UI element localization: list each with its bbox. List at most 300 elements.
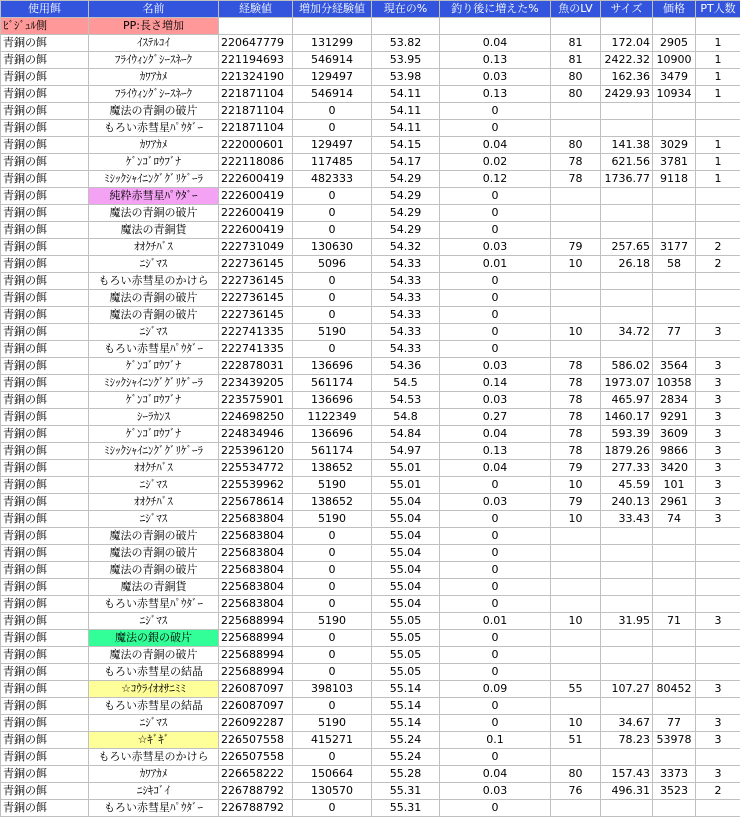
cell-exp-gain[interactable]: 482333 (293, 171, 372, 188)
cell-fish-lv[interactable]: 78 (551, 171, 601, 188)
cell-price[interactable]: 3029 (653, 137, 696, 154)
cell-party-size[interactable]: 3 (696, 681, 740, 698)
cell-name[interactable]: ｹﾞﾝｺﾞﾛｳﾌﾞﾅ (89, 392, 219, 409)
cell-size[interactable] (601, 562, 653, 579)
cell-current-pct[interactable]: 53.82 (372, 35, 440, 52)
cell-party-size[interactable] (696, 188, 740, 205)
cell-name[interactable]: ｶﾜｱｶﾒ (89, 137, 219, 154)
cell-current-pct[interactable]: 55.31 (372, 783, 440, 800)
cell-party-size[interactable]: 3 (696, 715, 740, 732)
cell-exp-gain[interactable]: 546914 (293, 52, 372, 69)
cell-name[interactable]: 純粋赤彗星ﾊﾟｳﾀﾞｰ (89, 188, 219, 205)
cell-size[interactable]: 78.23 (601, 732, 653, 749)
cell-exp-gain[interactable]: 136696 (293, 392, 372, 409)
cell-name[interactable]: ﾌﾗｲｳｨﾝｸﾞｼｰｽﾈｰｸ (89, 86, 219, 103)
cell-pct-gain[interactable]: 0 (440, 273, 551, 290)
cell-bait[interactable]: 青銅の餌 (1, 35, 89, 52)
cell-name[interactable]: 魔法の青銅の破片 (89, 528, 219, 545)
cell-name[interactable]: ﾐｼｯｸｼｬｲﾆﾝｸﾞｸﾞﾘｹﾞｰﾗ (89, 375, 219, 392)
cell-fish-lv[interactable] (551, 647, 601, 664)
cell-fish-lv[interactable] (551, 562, 601, 579)
cell-name[interactable]: 魔法の青銅貨 (89, 579, 219, 596)
cell-party-size[interactable]: 3 (696, 460, 740, 477)
cell-fish-lv[interactable]: 79 (551, 239, 601, 256)
cell-pct-gain[interactable]: 0 (440, 528, 551, 545)
cell-exp[interactable]: 225683804 (219, 528, 293, 545)
cell-pct-gain[interactable]: 0.01 (440, 256, 551, 273)
cell-exp-gain[interactable]: 561174 (293, 375, 372, 392)
cell-current-pct[interactable]: 55.04 (372, 545, 440, 562)
cell-exp-gain[interactable]: 131299 (293, 35, 372, 52)
cell-current-pct[interactable]: 55.14 (372, 698, 440, 715)
cell-name[interactable]: もろい赤彗星ﾊﾟｳﾀﾞｰ (89, 596, 219, 613)
cell-name[interactable]: 魔法の青銅の破片 (89, 647, 219, 664)
cell-size[interactable]: 172.04 (601, 35, 653, 52)
cell-current-pct[interactable]: 53.95 (372, 52, 440, 69)
cell-exp-gain[interactable]: 0 (293, 188, 372, 205)
cell-exp[interactable]: 222736145 (219, 256, 293, 273)
cell-party-size[interactable] (696, 205, 740, 222)
cell-exp[interactable]: 225683804 (219, 579, 293, 596)
cell-party-size[interactable] (696, 647, 740, 664)
cell-current-pct[interactable]: 54.53 (372, 392, 440, 409)
cell-size[interactable] (601, 579, 653, 596)
cell-party-size[interactable]: 2 (696, 256, 740, 273)
cell-pct-gain[interactable]: 0 (440, 698, 551, 715)
cell-bait[interactable]: 青銅の餌 (1, 426, 89, 443)
cell-exp[interactable]: 225396120 (219, 443, 293, 460)
cell-price[interactable]: 58 (653, 256, 696, 273)
cell-current-pct[interactable]: 54.15 (372, 137, 440, 154)
cell-price[interactable]: 3523 (653, 783, 696, 800)
cell-exp[interactable]: 224834946 (219, 426, 293, 443)
cell-fish-lv[interactable]: 78 (551, 443, 601, 460)
cell-pct-gain[interactable]: 0.1 (440, 732, 551, 749)
cell-price[interactable] (653, 596, 696, 613)
cell-price[interactable] (653, 103, 696, 120)
cell-bait[interactable]: 青銅の餌 (1, 460, 89, 477)
cell-name[interactable]: もろい赤彗星のかけら (89, 273, 219, 290)
cell-price[interactable]: 9291 (653, 409, 696, 426)
cell-fish-lv[interactable]: 80 (551, 137, 601, 154)
cell-exp-gain[interactable]: 0 (293, 528, 372, 545)
cell-pct-gain[interactable]: 0 (440, 562, 551, 579)
cell-price[interactable] (653, 630, 696, 647)
cell-name[interactable]: 魔法の銀の破片 (89, 630, 219, 647)
cell-exp[interactable]: 224698250 (219, 409, 293, 426)
cell-price[interactable]: 10358 (653, 375, 696, 392)
cell-bait[interactable]: 青銅の餌 (1, 239, 89, 256)
cell-party-size[interactable]: 3 (696, 477, 740, 494)
header-bait[interactable]: 使用餌 (1, 1, 89, 18)
cell-exp[interactable]: 226092287 (219, 715, 293, 732)
cell-bait[interactable]: 青銅の餌 (1, 732, 89, 749)
cell-size[interactable]: 34.72 (601, 324, 653, 341)
cell-exp[interactable]: 223575901 (219, 392, 293, 409)
cell-bait[interactable]: 青銅の餌 (1, 171, 89, 188)
cell-exp[interactable]: 225688994 (219, 630, 293, 647)
cell-current-pct[interactable]: 55.24 (372, 732, 440, 749)
cell-price[interactable] (653, 18, 696, 35)
cell-size[interactable] (601, 664, 653, 681)
cell-size[interactable]: 277.33 (601, 460, 653, 477)
cell-fish-lv[interactable]: 10 (551, 511, 601, 528)
cell-price[interactable]: 77 (653, 324, 696, 341)
cell-bait[interactable]: 青銅の餌 (1, 596, 89, 613)
cell-bait[interactable]: 青銅の餌 (1, 647, 89, 664)
cell-party-size[interactable] (696, 341, 740, 358)
cell-fish-lv[interactable]: 10 (551, 256, 601, 273)
cell-exp-gain[interactable]: 398103 (293, 681, 372, 698)
cell-size[interactable]: 141.38 (601, 137, 653, 154)
cell-party-size[interactable] (696, 528, 740, 545)
cell-exp-gain[interactable]: 117485 (293, 154, 372, 171)
cell-pct-gain[interactable]: 0.01 (440, 613, 551, 630)
cell-current-pct[interactable]: 55.04 (372, 494, 440, 511)
cell-current-pct[interactable]: 55.28 (372, 766, 440, 783)
cell-price[interactable] (653, 205, 696, 222)
cell-name[interactable]: 魔法の青銅貨 (89, 222, 219, 239)
cell-price[interactable]: 77 (653, 715, 696, 732)
cell-bait[interactable]: 青銅の餌 (1, 375, 89, 392)
cell-exp[interactable]: 221324190 (219, 69, 293, 86)
cell-current-pct[interactable]: 55.05 (372, 613, 440, 630)
cell-exp[interactable]: 223439205 (219, 375, 293, 392)
cell-party-size[interactable]: 3 (696, 613, 740, 630)
cell-fish-lv[interactable]: 79 (551, 460, 601, 477)
cell-exp-gain[interactable]: 0 (293, 596, 372, 613)
cell-pct-gain[interactable]: 0 (440, 222, 551, 239)
cell-current-pct[interactable]: 55.05 (372, 647, 440, 664)
cell-name[interactable]: もろい赤彗星ﾊﾟｳﾀﾞｰ (89, 800, 219, 817)
cell-exp[interactable]: 225683804 (219, 511, 293, 528)
cell-exp[interactable]: 222731049 (219, 239, 293, 256)
cell-exp-gain[interactable]: 5190 (293, 324, 372, 341)
cell-size[interactable] (601, 528, 653, 545)
cell-size[interactable] (601, 18, 653, 35)
cell-current-pct[interactable]: 55.04 (372, 511, 440, 528)
header-exp-gain[interactable]: 増加分経験値 (293, 1, 372, 18)
cell-pct-gain[interactable]: 0.13 (440, 86, 551, 103)
cell-bait[interactable]: ﾋﾞｼﾞｭﾙ側 (1, 18, 89, 35)
cell-bait[interactable]: 青銅の餌 (1, 290, 89, 307)
cell-bait[interactable]: 青銅の餌 (1, 86, 89, 103)
cell-party-size[interactable]: 3 (696, 766, 740, 783)
cell-exp[interactable]: 225678614 (219, 494, 293, 511)
cell-price[interactable] (653, 222, 696, 239)
cell-name[interactable]: ｼｰﾗｶﾝｽ (89, 409, 219, 426)
cell-size[interactable]: 45.59 (601, 477, 653, 494)
cell-current-pct[interactable]: 54.29 (372, 188, 440, 205)
cell-exp[interactable]: 222736145 (219, 273, 293, 290)
cell-size[interactable] (601, 273, 653, 290)
cell-price[interactable]: 10900 (653, 52, 696, 69)
cell-current-pct[interactable]: 55.04 (372, 596, 440, 613)
cell-party-size[interactable] (696, 800, 740, 817)
cell-current-pct[interactable]: 55.14 (372, 681, 440, 698)
cell-pct-gain[interactable]: 0.03 (440, 358, 551, 375)
cell-current-pct[interactable]: 54.11 (372, 120, 440, 137)
cell-pct-gain[interactable]: 0 (440, 290, 551, 307)
cell-name[interactable]: もろい赤彗星の結晶 (89, 698, 219, 715)
cell-fish-lv[interactable]: 80 (551, 86, 601, 103)
cell-exp[interactable]: 222118086 (219, 154, 293, 171)
cell-bait[interactable]: 青銅の餌 (1, 358, 89, 375)
cell-fish-lv[interactable] (551, 596, 601, 613)
cell-size[interactable]: 1736.77 (601, 171, 653, 188)
cell-party-size[interactable] (696, 664, 740, 681)
cell-price[interactable] (653, 528, 696, 545)
cell-exp-gain[interactable]: 0 (293, 103, 372, 120)
cell-price[interactable] (653, 341, 696, 358)
cell-name[interactable]: ☆ｺｳﾗｲｵｵｻﾆﾐﾐ (89, 681, 219, 698)
cell-exp-gain[interactable]: 138652 (293, 494, 372, 511)
cell-exp[interactable]: 222600419 (219, 222, 293, 239)
cell-exp[interactable] (219, 18, 293, 35)
cell-pct-gain[interactable]: 0 (440, 664, 551, 681)
cell-current-pct[interactable]: 54.17 (372, 154, 440, 171)
cell-price[interactable]: 3781 (653, 154, 696, 171)
cell-party-size[interactable]: 1 (696, 171, 740, 188)
header-exp[interactable]: 経験値 (219, 1, 293, 18)
cell-price[interactable]: 3420 (653, 460, 696, 477)
cell-current-pct[interactable]: 54.5 (372, 375, 440, 392)
cell-exp-gain[interactable]: 129497 (293, 137, 372, 154)
cell-fish-lv[interactable]: 10 (551, 715, 601, 732)
cell-bait[interactable]: 青銅の餌 (1, 188, 89, 205)
cell-exp[interactable]: 225539962 (219, 477, 293, 494)
cell-pct-gain[interactable]: 0 (440, 715, 551, 732)
cell-party-size[interactable]: 2 (696, 783, 740, 800)
cell-exp-gain[interactable]: 0 (293, 800, 372, 817)
cell-fish-lv[interactable] (551, 188, 601, 205)
cell-pct-gain[interactable]: 0 (440, 307, 551, 324)
cell-fish-lv[interactable] (551, 664, 601, 681)
cell-exp[interactable]: 221871104 (219, 120, 293, 137)
cell-exp-gain[interactable]: 0 (293, 205, 372, 222)
cell-price[interactable]: 71 (653, 613, 696, 630)
cell-fish-lv[interactable] (551, 545, 601, 562)
cell-party-size[interactable] (696, 222, 740, 239)
cell-size[interactable]: 1460.17 (601, 409, 653, 426)
cell-current-pct[interactable]: 55.04 (372, 528, 440, 545)
cell-exp-gain[interactable]: 0 (293, 341, 372, 358)
cell-current-pct[interactable]: 54.33 (372, 307, 440, 324)
cell-exp[interactable]: 226087097 (219, 698, 293, 715)
header-size[interactable]: サイズ (601, 1, 653, 18)
cell-party-size[interactable]: 3 (696, 375, 740, 392)
cell-size[interactable]: 107.27 (601, 681, 653, 698)
cell-exp[interactable]: 226788792 (219, 783, 293, 800)
cell-bait[interactable]: 青銅の餌 (1, 392, 89, 409)
cell-size[interactable]: 586.02 (601, 358, 653, 375)
cell-current-pct[interactable]: 54.11 (372, 86, 440, 103)
cell-price[interactable] (653, 579, 696, 596)
cell-size[interactable]: 1879.26 (601, 443, 653, 460)
cell-price[interactable]: 3479 (653, 69, 696, 86)
cell-pct-gain[interactable]: 0.03 (440, 239, 551, 256)
cell-exp-gain[interactable]: 5096 (293, 256, 372, 273)
cell-fish-lv[interactable] (551, 698, 601, 715)
cell-bait[interactable]: 青銅の餌 (1, 477, 89, 494)
cell-pct-gain[interactable]: 0 (440, 511, 551, 528)
cell-exp-gain[interactable]: 130570 (293, 783, 372, 800)
cell-price[interactable] (653, 664, 696, 681)
cell-exp-gain[interactable]: 546914 (293, 86, 372, 103)
cell-pct-gain[interactable]: 0.04 (440, 137, 551, 154)
cell-exp[interactable]: 222000601 (219, 137, 293, 154)
cell-current-pct[interactable]: 54.33 (372, 341, 440, 358)
cell-exp[interactable]: 226788792 (219, 800, 293, 817)
cell-pct-gain[interactable]: 0.03 (440, 69, 551, 86)
cell-pct-gain[interactable]: 0 (440, 647, 551, 664)
cell-size[interactable] (601, 188, 653, 205)
cell-exp-gain[interactable]: 0 (293, 222, 372, 239)
cell-party-size[interactable] (696, 307, 740, 324)
cell-bait[interactable]: 青銅の餌 (1, 494, 89, 511)
cell-size[interactable]: 496.31 (601, 783, 653, 800)
cell-name[interactable]: もろい赤彗星ﾊﾟｳﾀﾞｰ (89, 120, 219, 137)
cell-current-pct[interactable] (372, 18, 440, 35)
cell-fish-lv[interactable] (551, 18, 601, 35)
cell-party-size[interactable] (696, 579, 740, 596)
cell-bait[interactable]: 青銅の餌 (1, 52, 89, 69)
cell-name[interactable]: ｶﾜｱｶﾒ (89, 766, 219, 783)
cell-fish-lv[interactable] (551, 630, 601, 647)
cell-price[interactable]: 101 (653, 477, 696, 494)
cell-current-pct[interactable]: 53.98 (372, 69, 440, 86)
cell-party-size[interactable] (696, 562, 740, 579)
cell-current-pct[interactable]: 54.29 (372, 171, 440, 188)
cell-pct-gain[interactable]: 0.04 (440, 426, 551, 443)
cell-size[interactable]: 157.43 (601, 766, 653, 783)
cell-exp-gain[interactable]: 0 (293, 579, 372, 596)
cell-party-size[interactable]: 1 (696, 52, 740, 69)
cell-exp[interactable]: 222741335 (219, 324, 293, 341)
cell-price[interactable]: 2905 (653, 35, 696, 52)
cell-party-size[interactable] (696, 120, 740, 137)
cell-size[interactable] (601, 341, 653, 358)
cell-price[interactable]: 9118 (653, 171, 696, 188)
cell-exp-gain[interactable] (293, 18, 372, 35)
cell-party-size[interactable] (696, 273, 740, 290)
cell-current-pct[interactable]: 54.32 (372, 239, 440, 256)
cell-pct-gain[interactable]: 0.13 (440, 52, 551, 69)
cell-price[interactable]: 9866 (653, 443, 696, 460)
cell-name[interactable]: ﾆｼﾞﾏｽ (89, 511, 219, 528)
cell-size[interactable]: 257.65 (601, 239, 653, 256)
cell-current-pct[interactable]: 55.05 (372, 630, 440, 647)
cell-bait[interactable]: 青銅の餌 (1, 715, 89, 732)
cell-price[interactable] (653, 749, 696, 766)
cell-price[interactable] (653, 307, 696, 324)
cell-exp-gain[interactable]: 0 (293, 749, 372, 766)
cell-name[interactable]: ｹﾞﾝｺﾞﾛｳﾌﾞﾅ (89, 358, 219, 375)
cell-bait[interactable]: 青銅の餌 (1, 137, 89, 154)
cell-exp[interactable]: 221871104 (219, 86, 293, 103)
cell-bait[interactable]: 青銅の餌 (1, 528, 89, 545)
cell-exp-gain[interactable]: 0 (293, 290, 372, 307)
cell-bait[interactable]: 青銅の餌 (1, 783, 89, 800)
cell-name[interactable]: PP:長さ増加 (89, 18, 219, 35)
cell-size[interactable] (601, 545, 653, 562)
header-pct-gain[interactable]: 釣り後に増えた% (440, 1, 551, 18)
cell-exp[interactable]: 225688994 (219, 613, 293, 630)
cell-current-pct[interactable]: 55.14 (372, 715, 440, 732)
cell-fish-lv[interactable] (551, 307, 601, 324)
cell-name[interactable]: ﾆｼﾞﾏｽ (89, 613, 219, 630)
cell-bait[interactable]: 青銅の餌 (1, 324, 89, 341)
cell-exp[interactable]: 225534772 (219, 460, 293, 477)
cell-current-pct[interactable]: 54.33 (372, 273, 440, 290)
cell-exp-gain[interactable]: 0 (293, 545, 372, 562)
cell-fish-lv[interactable]: 51 (551, 732, 601, 749)
cell-name[interactable]: ﾆｼﾞﾏｽ (89, 477, 219, 494)
cell-exp-gain[interactable]: 5190 (293, 477, 372, 494)
cell-exp[interactable]: 222736145 (219, 290, 293, 307)
cell-price[interactable]: 74 (653, 511, 696, 528)
cell-party-size[interactable]: 3 (696, 409, 740, 426)
cell-bait[interactable]: 青銅の餌 (1, 103, 89, 120)
cell-size[interactable]: 162.36 (601, 69, 653, 86)
cell-size[interactable]: 621.56 (601, 154, 653, 171)
cell-price[interactable] (653, 562, 696, 579)
cell-size[interactable] (601, 222, 653, 239)
cell-pct-gain[interactable]: 0 (440, 749, 551, 766)
cell-fish-lv[interactable] (551, 103, 601, 120)
cell-price[interactable]: 2834 (653, 392, 696, 409)
cell-exp[interactable]: 225688994 (219, 647, 293, 664)
cell-bait[interactable]: 青銅の餌 (1, 630, 89, 647)
cell-name[interactable]: ﾆｼﾞﾏｽ (89, 256, 219, 273)
cell-bait[interactable]: 青銅の餌 (1, 154, 89, 171)
cell-name[interactable]: もろい赤彗星ﾊﾟｳﾀﾞｰ (89, 341, 219, 358)
cell-fish-lv[interactable]: 81 (551, 52, 601, 69)
cell-bait[interactable]: 青銅の餌 (1, 256, 89, 273)
cell-price[interactable] (653, 273, 696, 290)
cell-size[interactable]: 2422.32 (601, 52, 653, 69)
cell-exp-gain[interactable]: 0 (293, 273, 372, 290)
cell-fish-lv[interactable] (551, 273, 601, 290)
cell-party-size[interactable]: 1 (696, 35, 740, 52)
cell-pct-gain[interactable]: 0 (440, 324, 551, 341)
cell-exp-gain[interactable]: 1122349 (293, 409, 372, 426)
cell-size[interactable]: 34.67 (601, 715, 653, 732)
cell-party-size[interactable] (696, 630, 740, 647)
cell-exp[interactable]: 225683804 (219, 562, 293, 579)
cell-price[interactable] (653, 120, 696, 137)
cell-bait[interactable]: 青銅の餌 (1, 205, 89, 222)
cell-fish-lv[interactable] (551, 579, 601, 596)
cell-current-pct[interactable]: 54.33 (372, 324, 440, 341)
cell-exp[interactable]: 226507558 (219, 732, 293, 749)
cell-size[interactable]: 26.18 (601, 256, 653, 273)
cell-party-size[interactable]: 3 (696, 358, 740, 375)
cell-party-size[interactable]: 1 (696, 154, 740, 171)
cell-name[interactable]: 魔法の青銅の破片 (89, 290, 219, 307)
cell-exp[interactable]: 222741335 (219, 341, 293, 358)
cell-pct-gain[interactable]: 0 (440, 630, 551, 647)
cell-price[interactable] (653, 647, 696, 664)
header-party-size[interactable]: PT人数 (696, 1, 740, 18)
cell-pct-gain[interactable]: 0 (440, 205, 551, 222)
cell-fish-lv[interactable] (551, 528, 601, 545)
cell-current-pct[interactable]: 54.84 (372, 426, 440, 443)
cell-size[interactable] (601, 647, 653, 664)
cell-pct-gain[interactable]: 0.02 (440, 154, 551, 171)
cell-bait[interactable]: 青銅の餌 (1, 307, 89, 324)
cell-exp[interactable]: 221871104 (219, 103, 293, 120)
